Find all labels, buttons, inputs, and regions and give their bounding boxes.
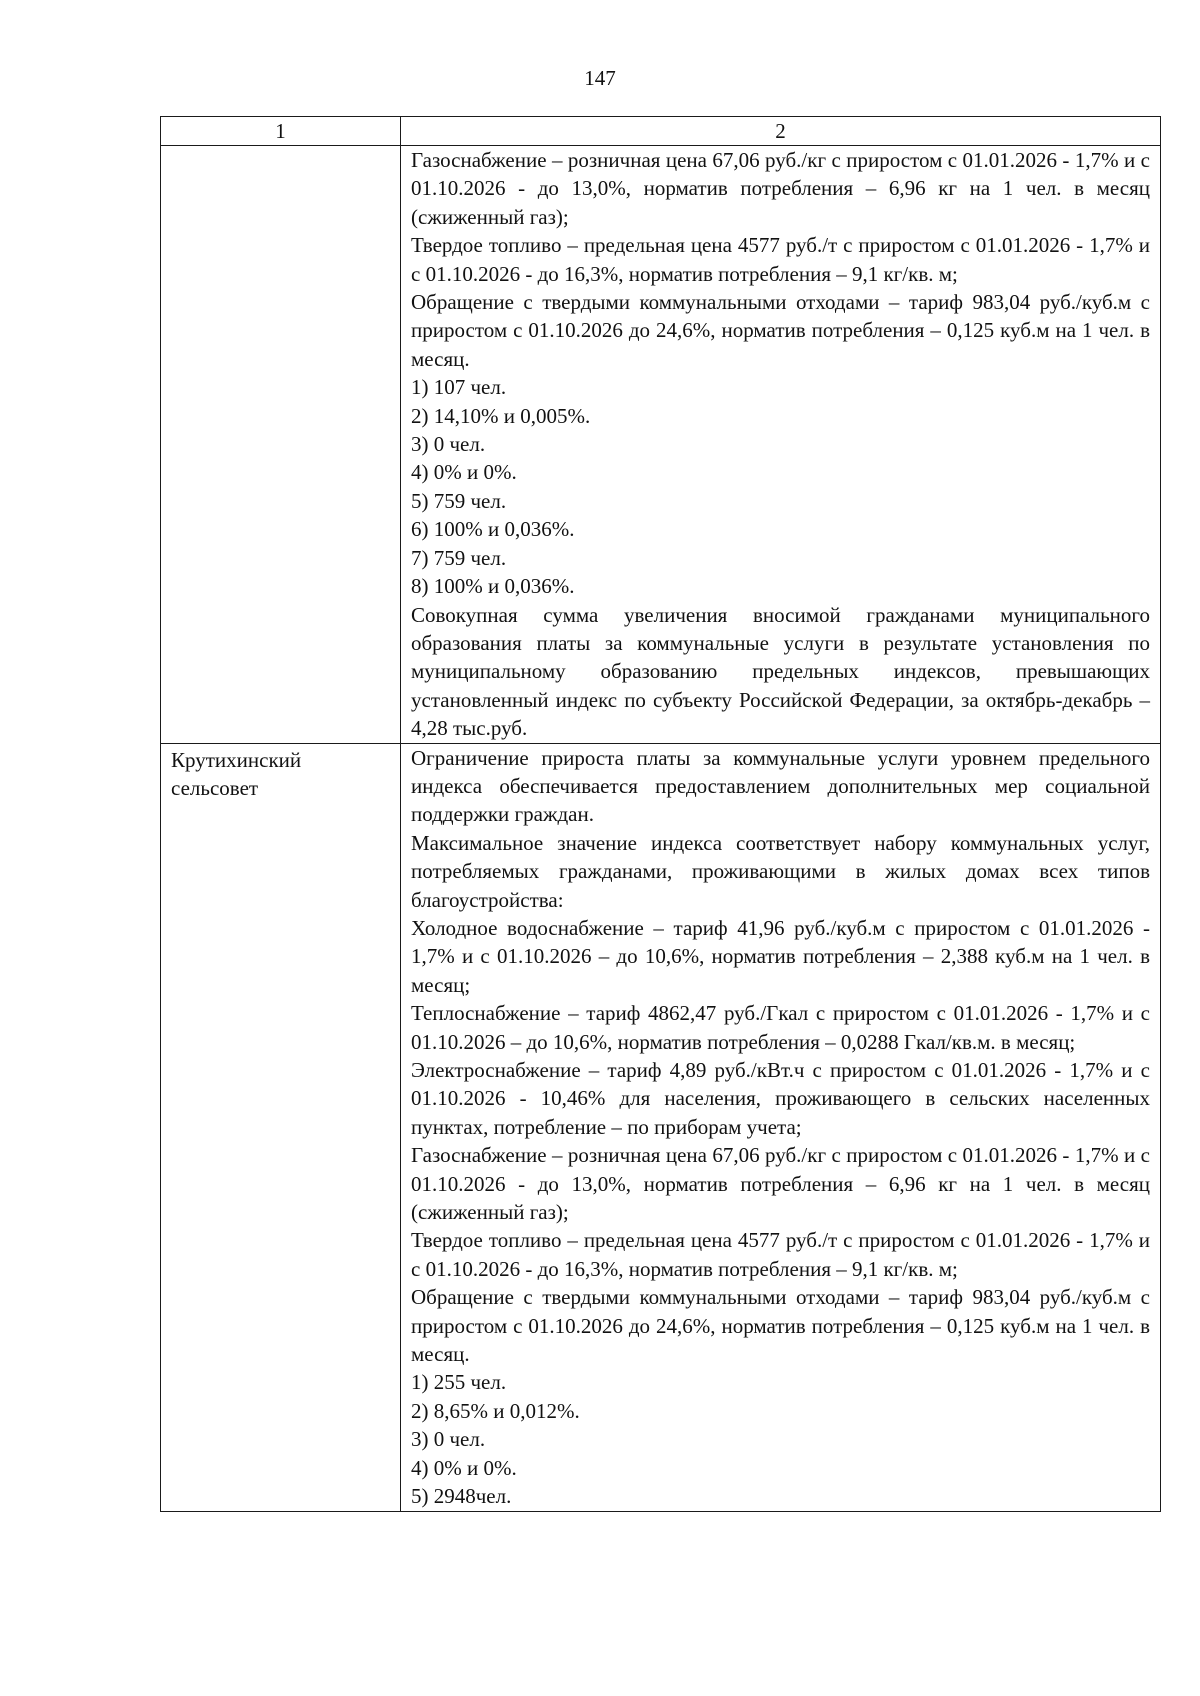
list-item: 4) 0% и 0%. — [411, 1455, 517, 1480]
paragraph: Твердое топливо – предельная цена 4577 руб./т с приростом с 01.01.2026 - 1,7% и с 01.10.2026 - до 16,3%, норматив потребления – 9,1 кг/кв. м; — [411, 1228, 1150, 1281]
column-header-1: 1 — [161, 117, 401, 146]
paragraph: Газоснабжение – розничная цена 67,06 руб./кг с приростом с 01.01.2026 - 1,7% и с 01.10.2026 - до 13,0%, норматив потребления – 6,96 кг на 1 чел. в месяц (сжиженный газ); — [411, 148, 1150, 229]
paragraph: Обращение с твердыми коммунальными отходами – тариф 983,04 руб./куб.м с приростом с 01.10.2026 до 24,6%, норматив потребления – 0,125 куб.м на 1 чел. в месяц. — [411, 290, 1150, 371]
paragraph: Электроснабжение – тариф 4,89 руб./кВт.ч с приростом с 01.01.2026 - 1,7% и с 01.10.2026 - 10,46% для населения, проживающего в сельских населенных пунктах, потребление – по приборам учета; — [411, 1058, 1150, 1139]
municipality-cell — [161, 146, 401, 744]
list-item: 3) 0 чел. — [411, 432, 486, 457]
list-item: 6) 100% и 0,036%. — [411, 517, 575, 542]
paragraph: Максимальное значение индекса соответствует набору коммунальных услуг, потребляемых гражданами, проживающими в жилых домах всех типов благоустройства: — [411, 830, 1150, 912]
list-item: 2) 8,65% и 0,012%. — [411, 1398, 580, 1423]
paragraph: Обращение с твердыми коммунальными отходами – тариф 983,04 руб./куб.м с приростом с 01.10.2026 до 24,6%, норматив потребления – 0,125 куб.м на 1 чел. в месяц. — [411, 1285, 1150, 1367]
list-item: 7) 759 чел. — [411, 545, 507, 570]
description-cell — [401, 146, 1161, 744]
table-row — [161, 146, 1161, 744]
list-item: 1) 255 чел. — [411, 1370, 507, 1395]
summary-paragraph: Совокупная сумма увеличения вносимой гражданами муниципального образования платы за коммунальные услуги в результате установления по муниципальному образованию предельных индексов, превышающих установленный индекс по субъекту Российской Федерации, за октябрь-декабрь – 4,28 тыс.руб. — [411, 602, 1150, 741]
list-item: 5) 2948чел. — [411, 1484, 512, 1509]
municipality-name — [171, 146, 390, 148]
list-item: 3) 0 чел. — [411, 1427, 486, 1452]
municipality-cell — [161, 743, 401, 1511]
table-row — [161, 743, 1161, 1511]
list-item: 8) 100% и 0,036%. — [411, 574, 575, 599]
description-cell — [401, 743, 1161, 1511]
paragraph: Теплоснабжение – тариф 4862,47 руб./Гкал с приростом с 01.01.2026 - 1,7% и с 01.10.2026 – до 10,6%, норматив потребления – 0,0288 Гкал/кв.м. в месяц; — [411, 1001, 1150, 1054]
tariff-table — [160, 116, 1161, 1512]
list-item: 5) 759 чел. — [411, 488, 507, 513]
municipality-name: Крутихинский сельсовет — [171, 747, 302, 800]
list-item: 1) 107 чел. — [411, 375, 507, 400]
page-number: 147 — [584, 66, 616, 90]
list-item: 4) 0% и 0%. — [411, 460, 517, 485]
paragraph: Холодное водоснабжение – тариф 41,96 руб./куб.м с приростом с 01.01.2026 - 1,7% и с 01.10.2026 – до 10,6%, норматив потребления – 2,388 куб.м на 1 чел. в месяц; — [411, 915, 1150, 997]
list-item: 2) 14,10% и 0,005%. — [411, 403, 591, 428]
paragraph: Газоснабжение – розничная цена 67,06 руб./кг с приростом с 01.01.2026 - 1,7% и с 01.10.2026 - до 13,0%, норматив потребления – 6,96 кг на 1 чел. в месяц (сжиженный газ); — [411, 1143, 1150, 1225]
table-header-row — [161, 117, 1161, 146]
paragraph: Ограничение прироста платы за коммунальные услуги уровнем предельного индекса обеспечивается предоставлением дополнительных мер социальной поддержки граждан. — [411, 745, 1150, 827]
column-header-2: 2 — [401, 117, 1161, 146]
paragraph: Твердое топливо – предельная цена 4577 руб./т с приростом с 01.01.2026 - 1,7% и с 01.10.2026 - до 16,3%, норматив потребления – 9,1 кг/кв. м; — [411, 233, 1150, 286]
